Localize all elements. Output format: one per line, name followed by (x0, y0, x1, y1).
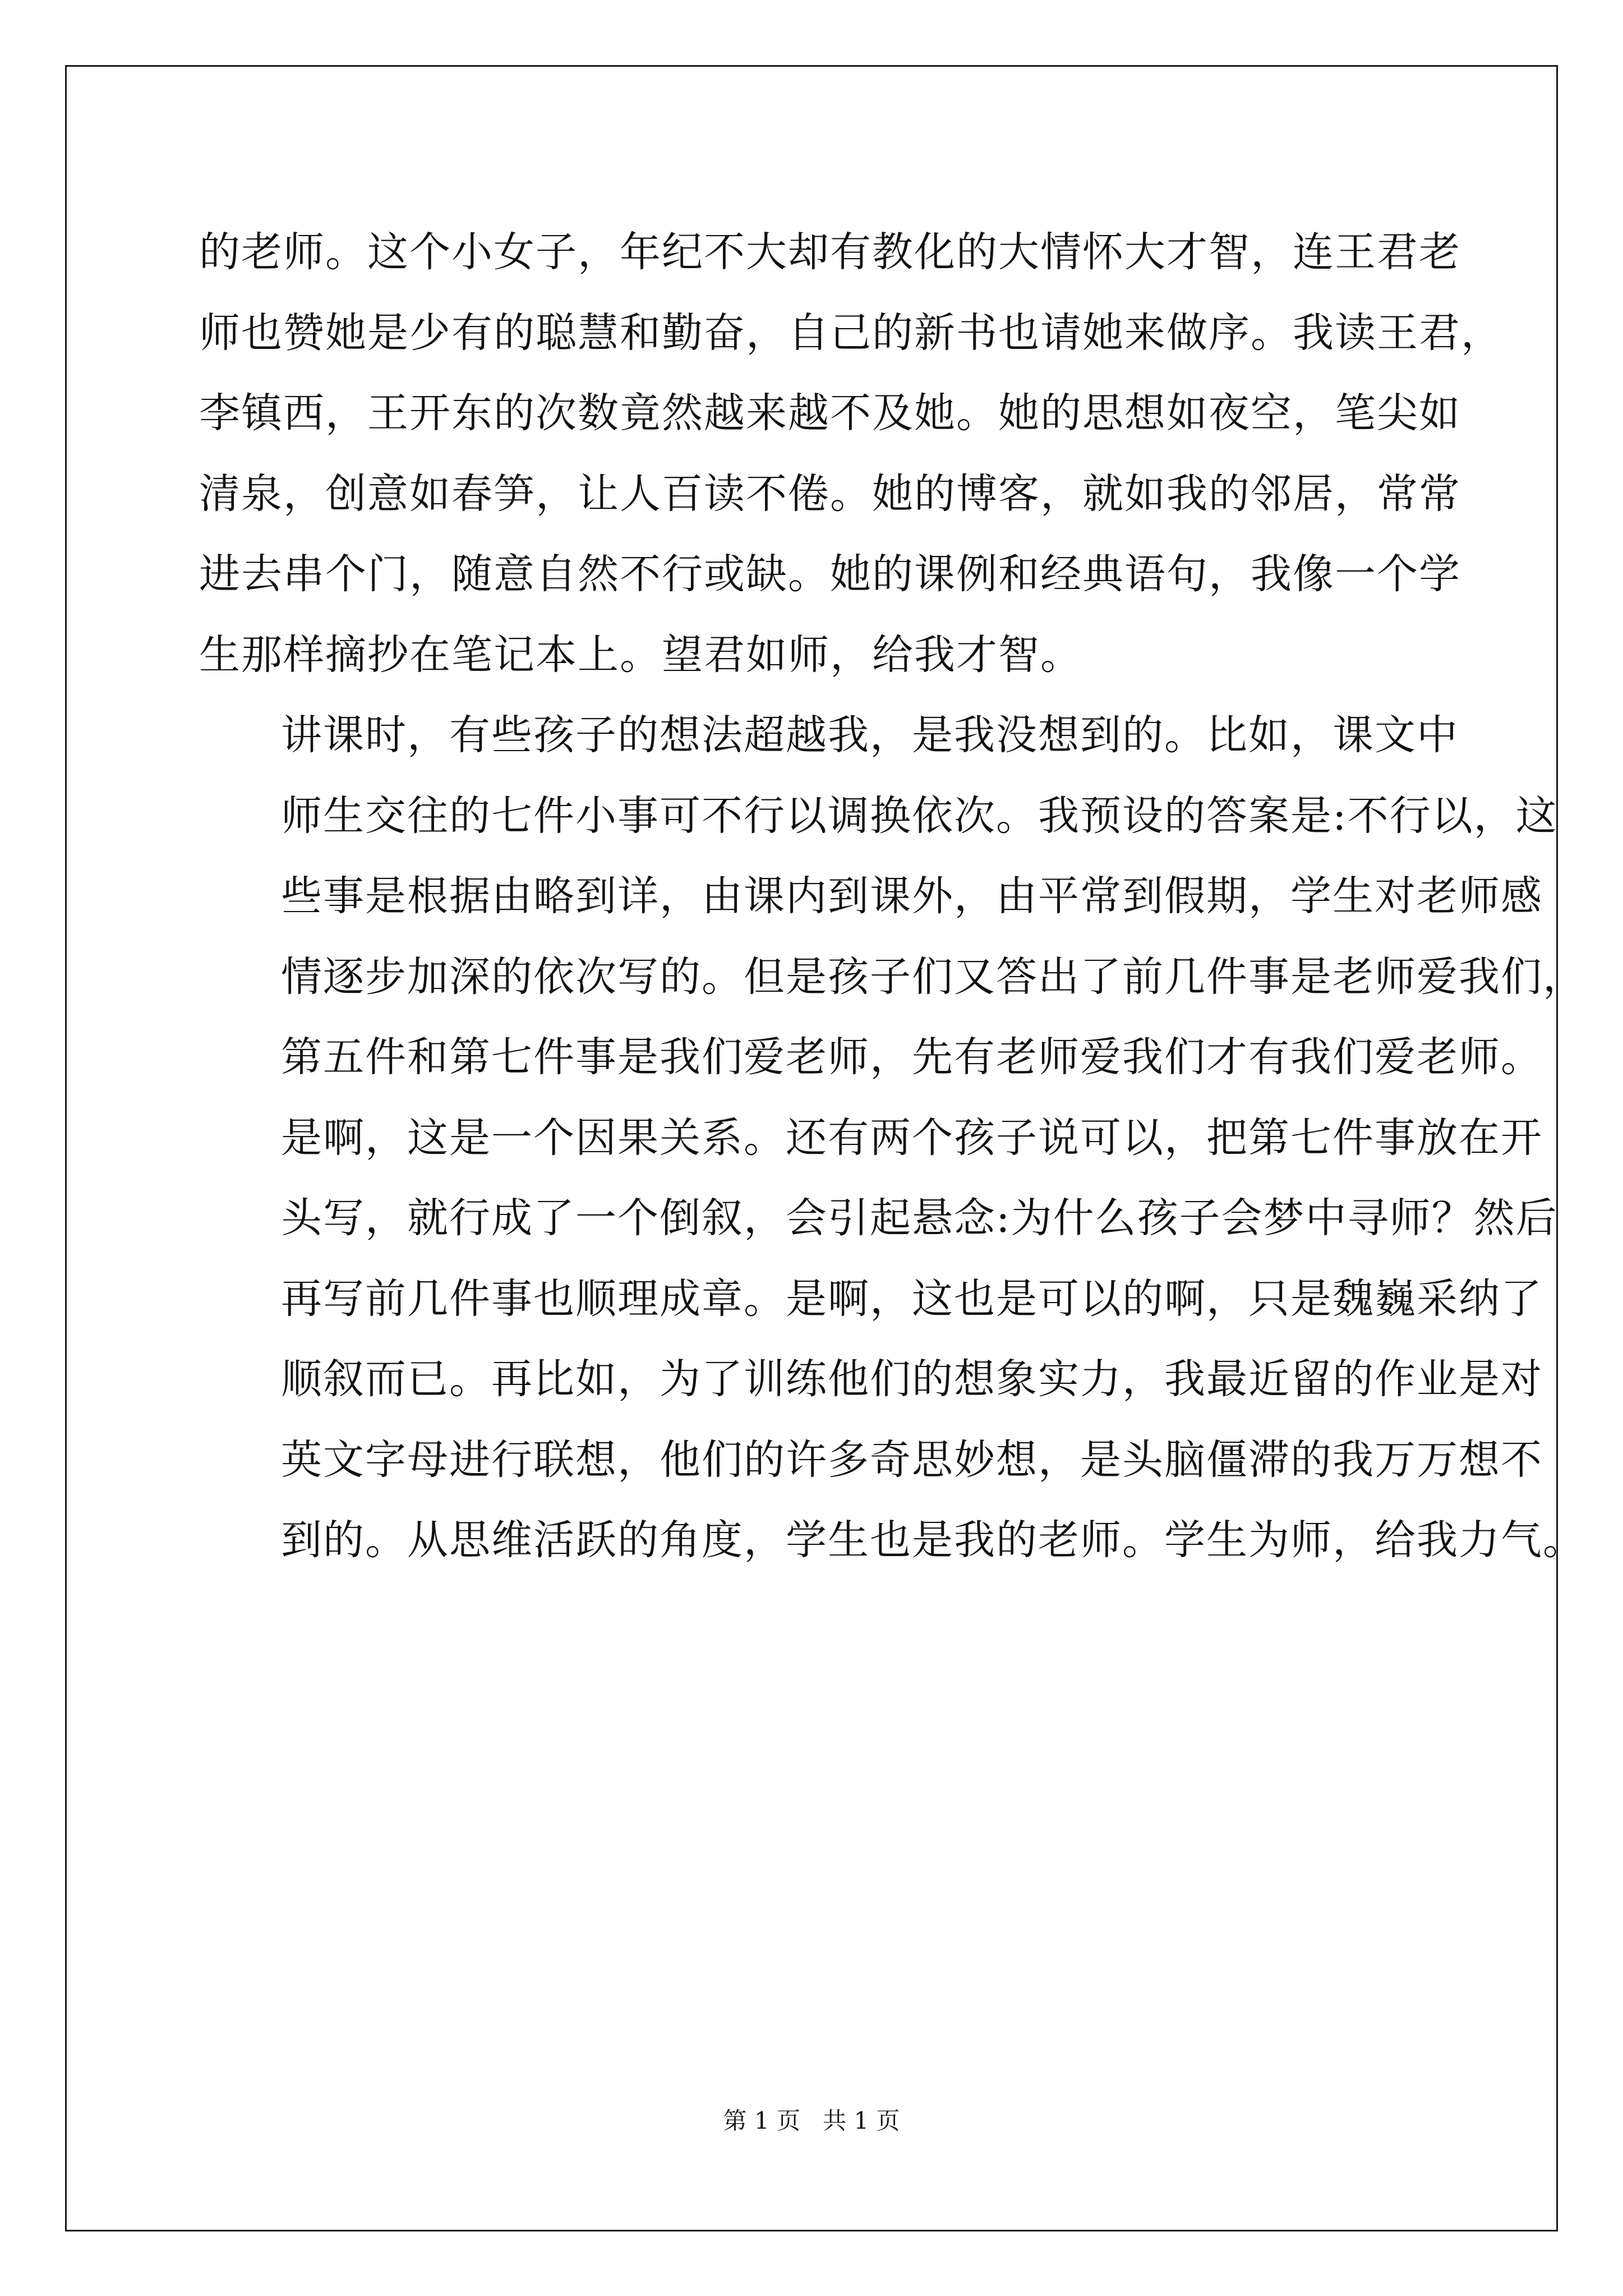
text-line: 生那样摘抄在笔记本上。望君如师，给我才智。 (199, 631, 1082, 679)
text-line: 的老师。这个小女子，年纪不大却有教化的大情怀大才智，连王君老 (199, 228, 1461, 276)
text-line: 顺叙而已。再比如，为了训练他们的想象实力，我最近留的作业是对 (281, 1355, 1543, 1403)
text-line: 头写，就行成了一个倒叙，会引起悬念:为什么孩子会梦中寻师？然后 (281, 1194, 1558, 1242)
text-line: 是啊，这是一个因果关系。还有两个孩子说可以，把第七件事放在开 (281, 1114, 1543, 1162)
text-line: 进去串个门，随意自然不行或缺。她的课例和经典语句，我像一个学 (199, 550, 1461, 598)
text-line: 再写前几件事也顺理成章。是啊，这也是可以的啊，只是魏巍采纳了 (281, 1274, 1543, 1323)
page-number: 第 1 页 共 1 页 (723, 2107, 900, 2134)
text-line: 第五件和第七件事是我们爱老师，先有老师爱我们才有我们爱老师。 (281, 1033, 1543, 1081)
text-line: 到的。从思维活跃的角度，学生也是我的老师。学生为师，给我力气。 (281, 1516, 1585, 1564)
paragraph-1 (199, 212, 1503, 695)
paragraph-2 (199, 695, 1585, 1581)
text-line: 情逐步加深的依次写的。但是孩子们又答出了前几件事是老师爱我们， (281, 953, 1585, 1001)
text-line: 李镇西，王开东的次数竟然越来越不及她。她的思想如夜空，笔尖如 (199, 389, 1461, 437)
document-body (199, 212, 1585, 1581)
text-line: 清泉，创意如春笋，让人百读不倦。她的博客，就如我的邻居，常常 (199, 470, 1461, 518)
text-line: 英文字母进行联想，他们的许多奇思妙想，是头脑僵滞的我万万想不 (281, 1435, 1543, 1484)
text-line: 些事是根据由略到详，由课内到课外，由平常到假期，学生对老师感 (281, 872, 1543, 920)
text-line: 师也赞她是少有的聪慧和勤奋，自己的新书也请她来做序。我读王君， (199, 309, 1503, 357)
text-line: 讲课时，有些孩子的想法超越我，是我没想到的。比如，课文中 (281, 711, 1459, 759)
text-line: 师生交往的七件小事可不行以调换依次。我预设的答案是:不行以，这 (281, 792, 1558, 840)
